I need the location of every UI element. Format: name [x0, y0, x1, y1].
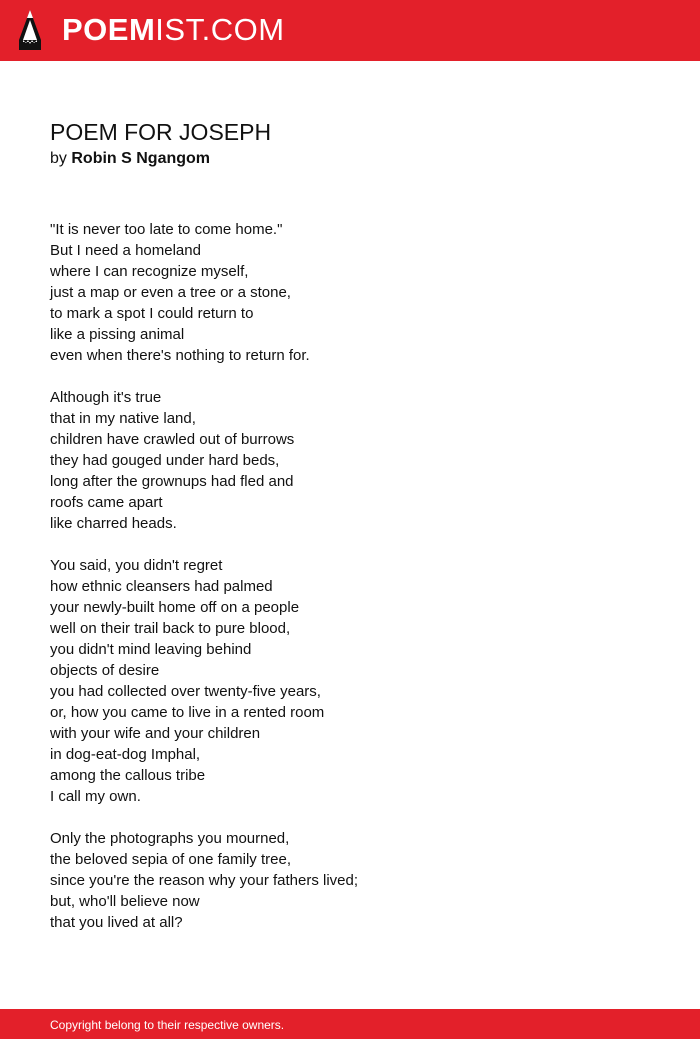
poem-line: like a pissing animal: [50, 326, 185, 343]
poem-line: how ethnic cleansers had palmed: [50, 578, 273, 595]
poem-title: POEM FOR JOSEPH: [50, 119, 272, 145]
poem-line: well on their trail back to pure blood,: [50, 620, 291, 637]
poem-line: even when there's nothing to return for.: [50, 347, 310, 364]
poem-line: just a map or even a tree or a stone,: [50, 284, 291, 301]
stanza: [50, 219, 650, 366]
logo-light-text: IST.COM: [155, 12, 285, 47]
byline: [50, 149, 210, 169]
poem-line: since you're the reason why your fathers lived;: [50, 872, 359, 889]
poem-line: roofs came apart: [50, 494, 163, 511]
poem-line: they had gouged under hard beds,: [50, 452, 280, 469]
poem-line: that in my native land,: [50, 410, 196, 427]
poem-line: among the callous tribe: [50, 767, 206, 784]
poem-line: in dog-eat-dog Imphal,: [50, 746, 201, 763]
poem-line: or, how you came to live in a rented room: [50, 704, 325, 721]
stanza: [50, 555, 650, 807]
poem-line: but, who'll believe now: [50, 893, 200, 910]
pencil-icon[interactable]: [18, 9, 42, 51]
site-header: [0, 0, 700, 61]
poem-line: your newly-built home off on a people: [50, 599, 300, 616]
poem-line: that you lived at all?: [50, 914, 183, 931]
poem-line: where I can recognize myself,: [50, 263, 249, 280]
poem-line: "It is never too late to come home.": [50, 221, 283, 238]
poem-line: you didn't mind leaving behind: [50, 641, 252, 658]
poem-line: objects of desire: [50, 662, 160, 679]
poem-line: like charred heads.: [50, 515, 177, 532]
logo-bold-text: POEM: [62, 12, 156, 47]
poem-line: Although it's true: [50, 389, 162, 406]
poem-body: [50, 219, 650, 933]
poem-line: the beloved sepia of one family tree,: [50, 851, 291, 868]
copyright-notice: Copyright belong to their respective owners.: [50, 1018, 285, 1032]
poem-line: I call my own.: [50, 788, 141, 805]
stanza: [50, 387, 650, 534]
stanza: [50, 828, 650, 933]
by-label: by: [50, 150, 67, 167]
poem-line: children have crawled out of burrows: [50, 431, 295, 448]
poem-line: You said, you didn't regret: [50, 557, 223, 574]
poem-line: to mark a spot I could return to: [50, 305, 254, 322]
poem-line: Only the photographs you mourned,: [50, 830, 290, 847]
poem-line: with your wife and your children: [50, 725, 261, 742]
site-footer: [0, 1009, 700, 1039]
author-name: Robin S Ngangom: [71, 150, 211, 167]
poem-line: long after the grownups had fled and: [50, 473, 294, 490]
site-logo[interactable]: [62, 12, 285, 48]
poem-line: you had collected over twenty-five years,: [50, 683, 321, 700]
poem-line: But I need a homeland: [50, 242, 201, 259]
